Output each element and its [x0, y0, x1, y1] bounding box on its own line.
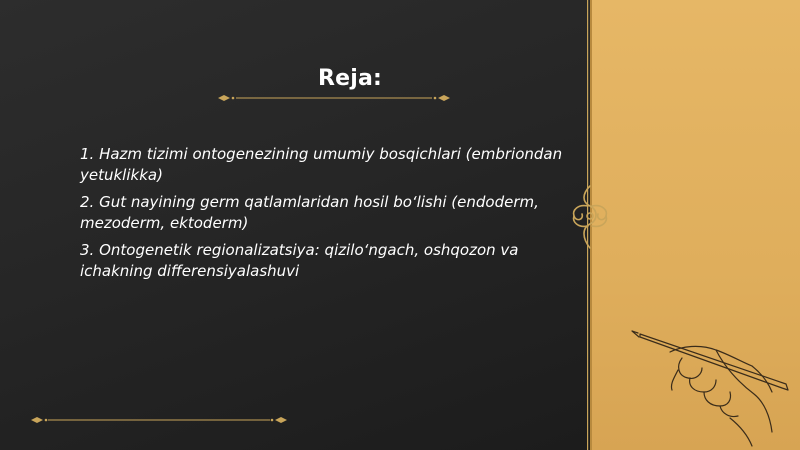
agenda-item-1: 1. Hazm tizimi ontogenezining umumiy bosqichlari (embriondan yetuklikka) — [80, 145, 563, 184]
title-divider-line — [214, 92, 454, 104]
agenda-item-2: 2. Gut nayining germ qatlamlaridan hosil bo‘lishi (endoderm, mezoderm, ektoderm) — [80, 193, 539, 232]
slide-title: Reja: — [317, 66, 383, 91]
agenda-list — [80, 144, 570, 288]
agenda-item-3: 3. Ontogenetik regionalizatsiya: qizilo‘ngach, oshqozon va ichakning differensiyalashuvi — [80, 241, 519, 280]
scroll-ornament-icon — [560, 182, 616, 252]
hand-with-pen-illustration — [630, 322, 795, 447]
bottom-divider-line — [28, 414, 290, 426]
